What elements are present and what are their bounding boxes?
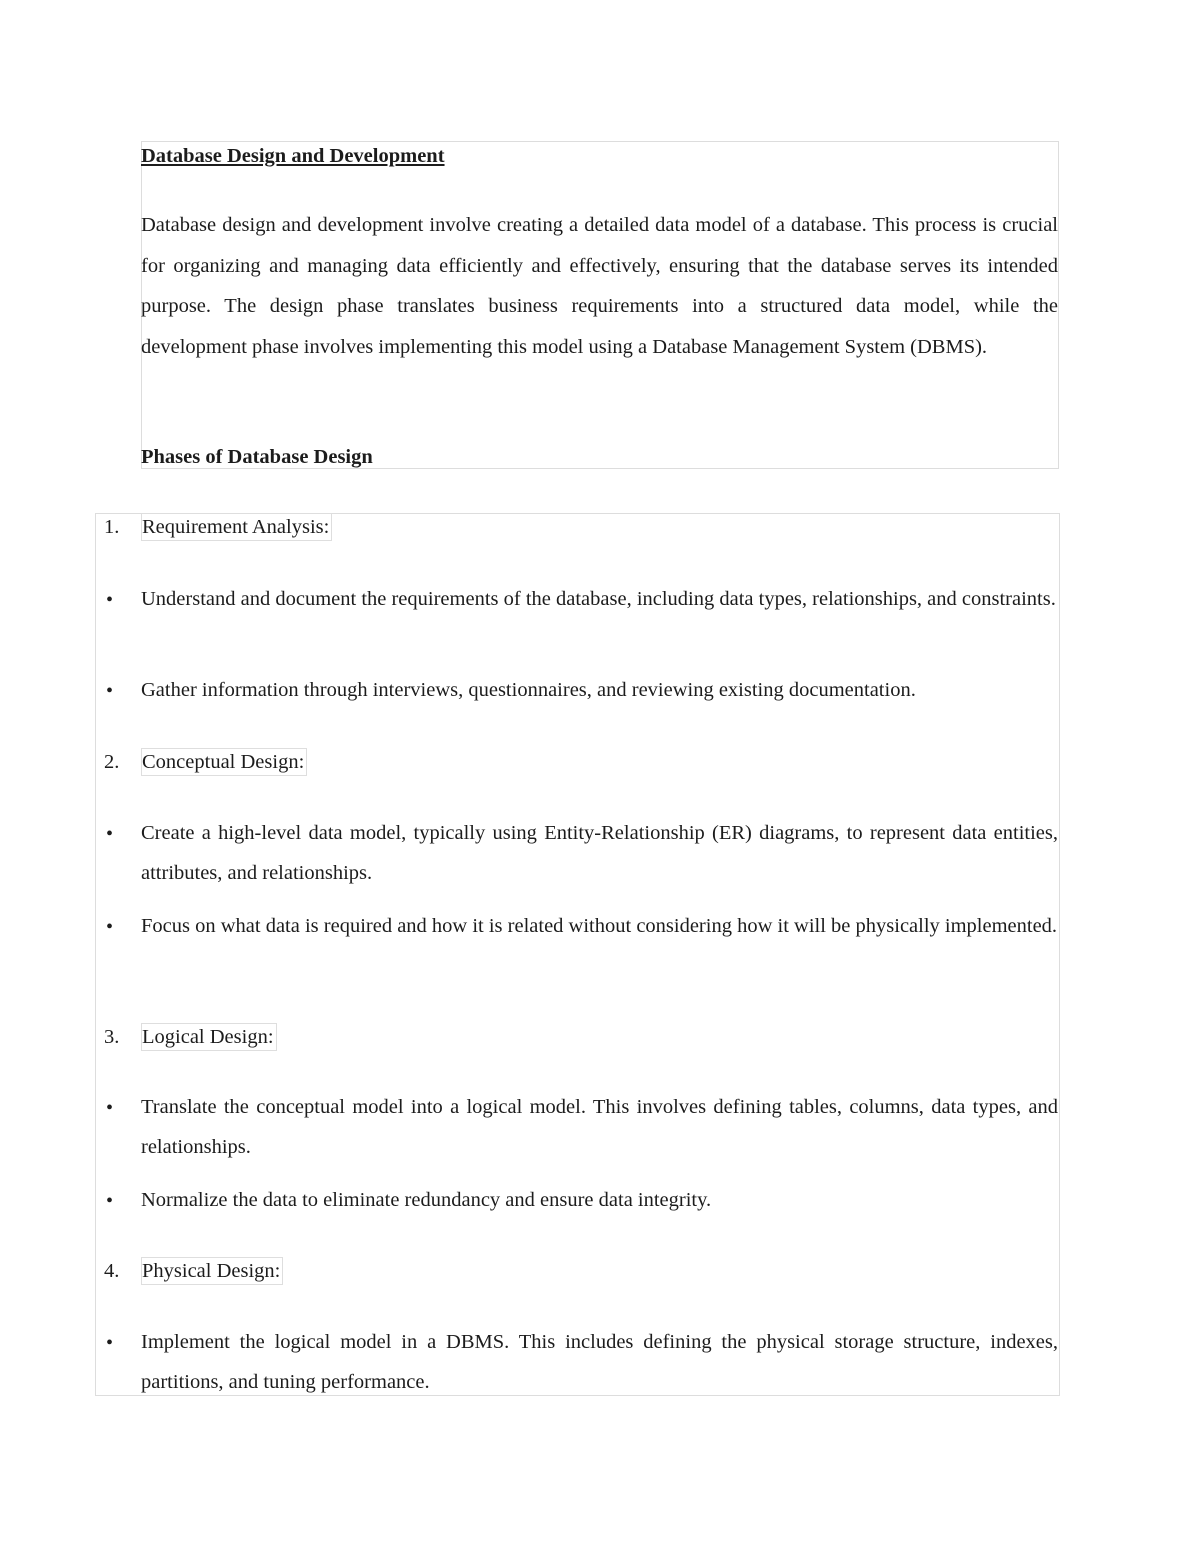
bullet-text: Normalize the data to eliminate redundancy and ensure data integrity. [141, 1189, 712, 1211]
step-label: Logical Design: [141, 1023, 277, 1051]
step-conceptual-design [104, 747, 1059, 777]
bullet-icon: • [106, 1190, 114, 1212]
bullet-text: Understand and document the requirements of the database, including data types, relationships, and constraints. [141, 588, 1056, 610]
step-label: Requirement Analysis: [141, 513, 332, 541]
bullet-icon: • [106, 1332, 114, 1354]
bullet-text: Translate the conceptual model into a logical model. This involves defining tables, columns, data types, and relationships. [141, 1096, 1058, 1158]
bullet-icon: • [106, 680, 114, 702]
document-title: Database Design and Development [141, 145, 445, 167]
bullet-text: Implement the logical model in a DBMS. This includes defining the physical storage structure, indexes, partitions, and tuning performance. [141, 1331, 1058, 1393]
step-logical-design [104, 1022, 1059, 1052]
step-number: 1. [104, 516, 120, 538]
step-label: Conceptual Design: [141, 748, 307, 776]
bullet-icon: • [106, 823, 114, 845]
intro-paragraph: Database design and development involve creating a detailed data model of a database. This process is crucial for organizing and managing data efficiently and effectively, ensuring that the database serves its intended purpose. The design phase translates business requirements into a structured data model, while the development phase involves implementing this model using a Database Management System (DBMS). [141, 214, 1058, 358]
step-number: 3. [104, 1026, 120, 1048]
step-physical-design [104, 1256, 1059, 1286]
bullet-text: Gather information through interviews, questionnaires, and reviewing existing documentation. [141, 679, 916, 701]
bullet-icon: • [106, 1097, 114, 1119]
bullet-text: Focus on what data is required and how it is related without considering how it will be physically implemented. [141, 915, 1058, 937]
step-number: 2. [104, 751, 120, 773]
step-number: 4. [104, 1260, 120, 1282]
bullet-text: Create a high-level data model, typically using Entity-Relationship (ER) diagrams, to represent data entities, attributes, and relationships. [141, 822, 1058, 884]
bullet-icon: • [106, 589, 114, 611]
step-requirement-analysis [104, 512, 1059, 542]
bullet-icon: • [106, 916, 114, 938]
phases-heading: Phases of Database Design [141, 446, 373, 468]
step-label: Physical Design: [141, 1257, 283, 1285]
